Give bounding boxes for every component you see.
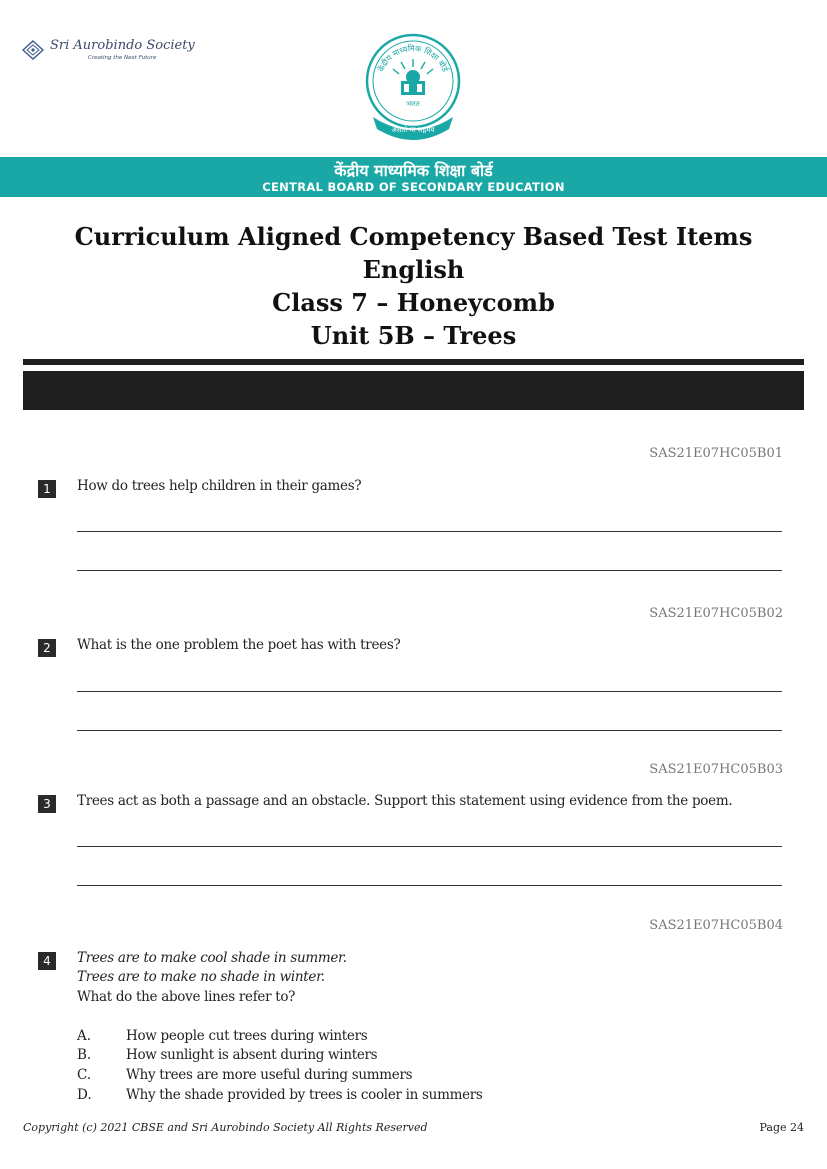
answer-line[interactable]: [77, 846, 782, 847]
cbse-seal: [363, 31, 463, 143]
document-title: [40, 220, 787, 352]
page-number: Page 24: [759, 1121, 804, 1134]
option-b[interactable]: How sunlight is absent during winters: [126, 1047, 378, 1063]
question-code: SAS21E07HC05B03: [649, 762, 783, 777]
question-code: SAS21E07HC05B01: [649, 446, 783, 461]
divider-thin: [23, 359, 804, 365]
option-letter-b: B.: [77, 1047, 92, 1063]
question-code: SAS21E07HC05B02: [649, 606, 783, 621]
question-number-badge: 2: [38, 639, 56, 657]
answer-line[interactable]: [77, 570, 782, 571]
answer-line[interactable]: [77, 531, 782, 532]
quote-line-1: Trees are to make cool shade in summer.: [77, 950, 347, 966]
question-number-badge: 3: [38, 795, 56, 813]
seal-text-bottom: असतो मा सद्गमय: [391, 126, 435, 134]
divider-bar: [23, 371, 804, 410]
org-tagline: Creating the Next Future: [88, 55, 157, 61]
sas-emblem-icon: [22, 40, 44, 60]
title-line-1: Curriculum Aligned Competency Based Test Items: [74, 222, 753, 251]
title-subject: English: [362, 255, 465, 284]
answer-line[interactable]: [77, 730, 782, 731]
question-text: What is the one problem the poet has with trees?: [77, 637, 401, 653]
option-d[interactable]: Why the shade provided by trees is cooler in summers: [126, 1087, 483, 1103]
title-unit: Unit 5B – Trees: [310, 321, 517, 350]
cbse-seal-icon: [363, 31, 463, 143]
org-logo-text: Sri Aurobindo Society: [50, 38, 195, 53]
question-number-badge: 4: [38, 952, 56, 970]
board-name-english: CENTRAL BOARD OF SECONDARY EDUCATION: [262, 180, 565, 194]
option-c[interactable]: Why trees are more useful during summers: [126, 1067, 413, 1083]
question-text: What do the above lines refer to?: [77, 989, 296, 1005]
answer-line[interactable]: [77, 691, 782, 692]
option-letter-c: C.: [77, 1067, 92, 1083]
answer-line[interactable]: [77, 885, 782, 886]
question-number-badge: 1: [38, 480, 56, 498]
title-class: Class 7 – Honeycomb: [272, 288, 555, 317]
question-text: How do trees help children in their games?: [77, 478, 362, 494]
option-letter-d: D.: [77, 1087, 92, 1103]
copyright-notice: Copyright (c) 2021 CBSE and Sri Aurobindo Society All Rights Reserved: [23, 1121, 428, 1134]
board-name-hindi: केंद्रीय माध्यमिक शिक्षा बोर्ड: [334, 161, 493, 180]
option-a[interactable]: How people cut trees during winters: [126, 1028, 368, 1044]
board-banner: [0, 157, 827, 197]
option-letter-a: A.: [77, 1028, 92, 1044]
sri-aurobindo-society-logo: [22, 38, 195, 68]
question-code: SAS21E07HC05B04: [649, 918, 783, 933]
quote-line-2: Trees are to make no shade in winter.: [77, 969, 325, 985]
seal-text-top: केंद्रीय माध्यमिक शिक्षा बोर्ड: [376, 43, 450, 74]
question-text: Trees act as both a passage and an obstacle. Support this statement using evidence from the poem.: [77, 793, 733, 809]
seal-text-mid: भारत: [406, 100, 420, 108]
